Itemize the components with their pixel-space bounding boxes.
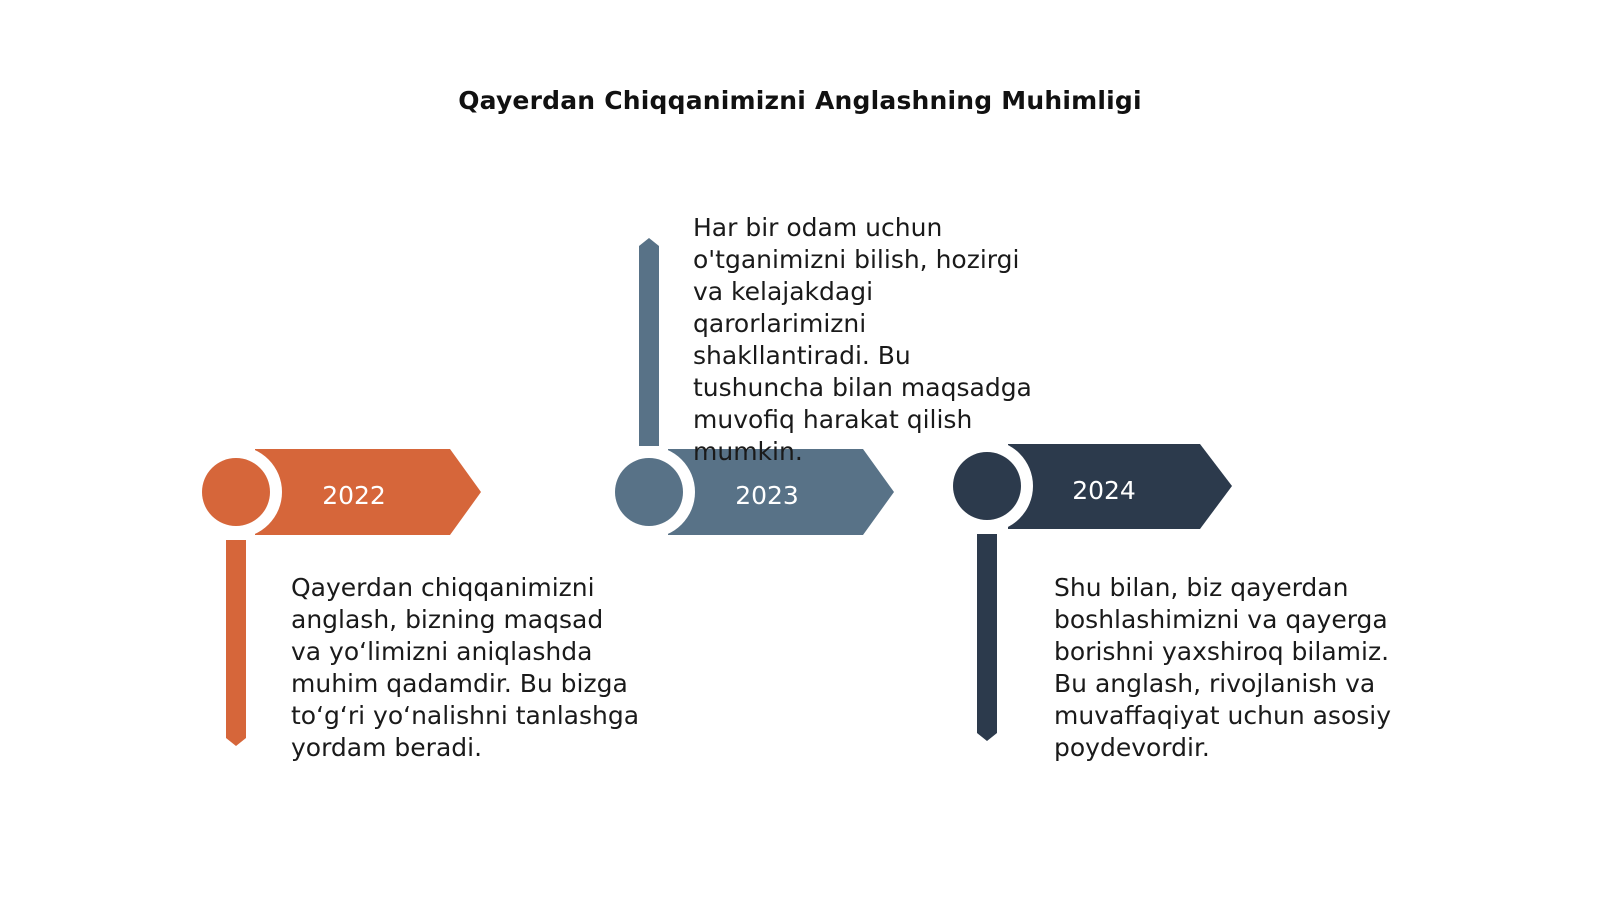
step-2023-node	[615, 458, 683, 526]
step-2023-stem	[639, 238, 659, 446]
step-2022-year-label: 2022	[322, 481, 386, 510]
diagram-title: Qayerdan Chiqqanimizni Anglashning Muhimligi	[458, 86, 1142, 115]
step-2024-stem	[977, 534, 997, 741]
step-2022-node	[202, 458, 270, 526]
step-2024-year-label: 2024	[1072, 476, 1136, 505]
step-2024-description: Shu bilan, biz qayerdan boshlashimizni va qayerga borishni yaxshiroq bilamiz. Bu anglash, rivojlanish va muvaffaqiyat uchun asosiy poydevordir.	[1054, 573, 1392, 762]
step-2023-description: Har bir odam uchun o'tganimizni bilish, hozirgi va kelajakdagi qarorlarimizni shakllantiradi. Bu tushuncha bilan maqsadga muvofiq harakat qilish mumkin.	[693, 213, 1032, 466]
step-2022-description: Qayerdan chiqqanimizni anglash, bizning maqsad va yoʻlimizni aniqlashda muhim qadamdir. Bu bizga toʻgʻri yoʻnalishni tanlashga yordam beradi.	[291, 573, 640, 762]
step-2023-year-label: 2023	[735, 481, 799, 510]
step-2022-stem	[226, 540, 246, 746]
